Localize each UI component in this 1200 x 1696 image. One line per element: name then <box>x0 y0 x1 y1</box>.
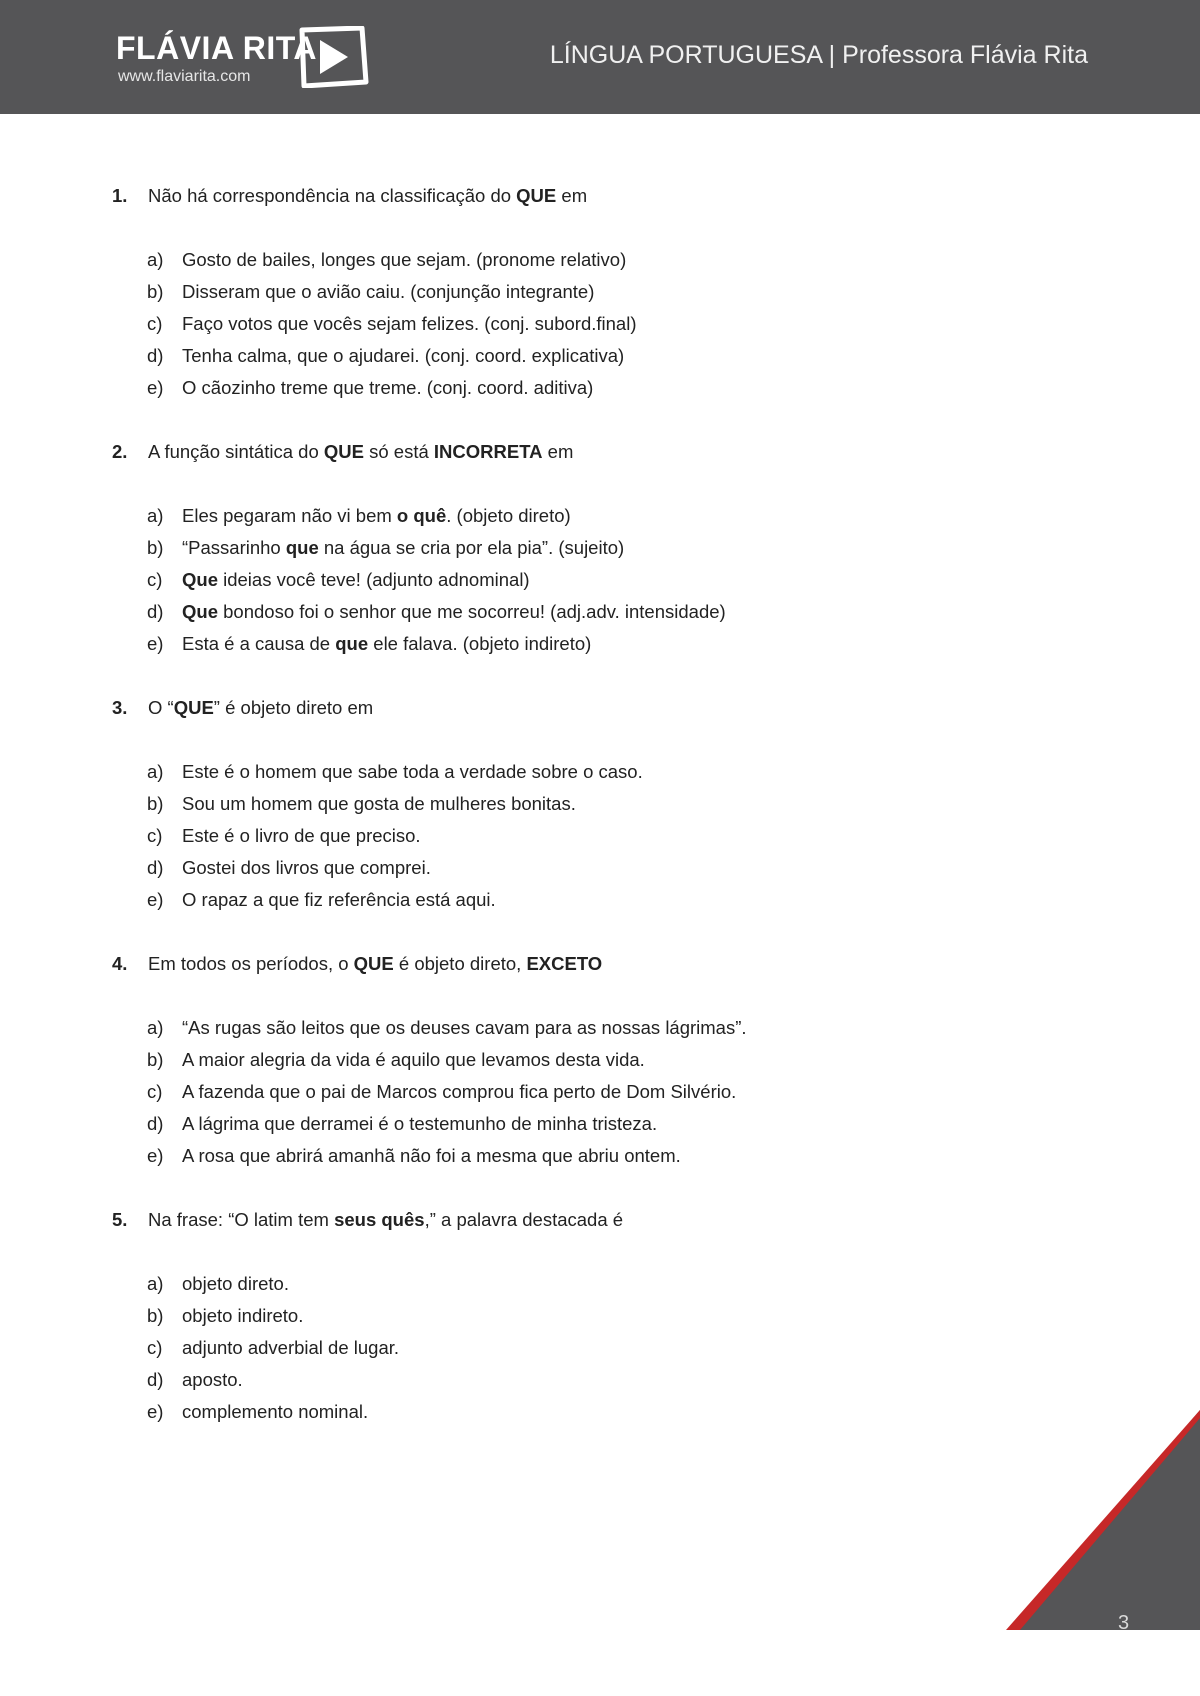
option-text <box>182 1401 368 1422</box>
option-letter: d) <box>147 601 164 622</box>
text-segment: O cãozinho treme que treme. (conj. coord. aditiva) <box>182 377 594 398</box>
answer-option <box>147 1368 243 1392</box>
option-text <box>182 505 571 526</box>
answer-option <box>147 600 726 624</box>
answer-option <box>147 1144 681 1168</box>
text-segment: Este é o livro de que preciso. <box>182 825 421 846</box>
page-header <box>0 0 1200 114</box>
text-segment: Esta é a causa de <box>182 633 336 654</box>
text-segment: é objeto direto, <box>393 953 527 974</box>
header-title: LÍNGUA PORTUGUESA | Professora Flávia Rita <box>549 41 1088 69</box>
option-letter: e) <box>147 889 164 910</box>
question-stem <box>148 441 573 462</box>
text-segment: A lágrima que derramei é o testemunho de minha tristeza. <box>182 1113 658 1134</box>
answer-option <box>147 248 626 272</box>
text-segment: Em todos os períodos, o <box>148 953 354 974</box>
option-text <box>182 1305 303 1326</box>
logo-url: www.flaviarita.com <box>118 68 251 85</box>
emphasis-text: que <box>285 537 319 558</box>
option-letter: b) <box>147 793 164 814</box>
logo-name: FLÁVIA RITA <box>116 30 318 66</box>
question-number: 5. <box>112 1209 128 1230</box>
text-segment: A fazenda que o pai de Marcos comprou fica perto de Dom Silvério. <box>182 1081 737 1102</box>
option-text <box>182 793 576 814</box>
answer-option <box>147 632 591 656</box>
text-segment: ele falava. (objeto indireto) <box>368 633 592 654</box>
answer-option <box>147 504 571 528</box>
answer-option <box>147 1048 645 1072</box>
text-segment: Tenha calma, que o ajudarei. (conj. coord. explicativa) <box>182 345 625 366</box>
option-letter: a) <box>147 761 164 782</box>
text-segment: Sou um homem que gosta de mulheres bonitas. <box>182 793 576 814</box>
option-letter: b) <box>147 281 164 302</box>
option-text <box>182 537 624 558</box>
option-text <box>182 1113 657 1134</box>
question-2 <box>112 440 573 464</box>
answer-option <box>147 792 576 816</box>
question-stem <box>148 1209 623 1230</box>
answer-option <box>147 856 431 880</box>
answer-option <box>147 1080 736 1104</box>
emphasis-text: o quê <box>396 505 447 526</box>
answer-option <box>147 312 637 336</box>
option-letter: c) <box>147 825 163 846</box>
option-text <box>182 313 637 334</box>
text-segment: ” é objeto direto em <box>213 697 374 718</box>
option-letter: a) <box>147 249 164 270</box>
text-segment: ,” a palavra destacada é <box>424 1209 624 1230</box>
emphasis-text: EXCETO <box>526 953 603 974</box>
question-number: 4. <box>112 953 128 974</box>
text-segment: Gosto de bailes, longes que sejam. (pronome relativo) <box>182 249 627 270</box>
option-letter: c) <box>147 313 163 334</box>
option-letter: d) <box>147 345 164 366</box>
option-text <box>182 601 726 622</box>
option-text <box>182 1049 645 1070</box>
option-letter: c) <box>147 1337 163 1358</box>
text-segment: em <box>542 441 574 462</box>
answer-option <box>147 376 593 400</box>
text-segment: objeto direto. <box>182 1273 289 1294</box>
option-text <box>182 1337 399 1358</box>
brand-logo[interactable] <box>116 26 376 90</box>
emphasis-text: Que <box>182 569 218 590</box>
option-text <box>182 345 624 366</box>
text-segment: O “ <box>148 697 174 718</box>
question-number: 1. <box>112 185 128 206</box>
answer-option <box>147 1400 368 1424</box>
text-segment: Não há correspondência na classificação do <box>148 185 517 206</box>
answer-option <box>147 888 496 912</box>
answer-option <box>147 344 624 368</box>
emphasis-text: Que <box>182 601 218 622</box>
corner-decoration <box>1000 1410 1200 1630</box>
option-text <box>182 249 626 270</box>
option-letter: a) <box>147 1017 164 1038</box>
text-segment: . (objeto direto) <box>446 505 571 526</box>
text-segment: Disseram que o avião caiu. (conjunção integrante) <box>182 281 595 302</box>
answer-option <box>147 280 594 304</box>
text-segment: A maior alegria da vida é aquilo que levamos desta vida. <box>182 1049 645 1070</box>
emphasis-text: seus quês <box>334 1209 425 1230</box>
question-1 <box>112 184 587 208</box>
answer-option <box>147 1336 399 1360</box>
option-text <box>182 761 643 782</box>
question-number: 3. <box>112 697 128 718</box>
option-letter: d) <box>147 1113 164 1134</box>
text-segment: objeto indireto. <box>182 1305 304 1326</box>
answer-option <box>147 568 530 592</box>
text-segment: bondoso foi o senhor que me socorreu! (adj.adv. intensidade) <box>217 601 726 622</box>
emphasis-text: QUE <box>516 185 557 206</box>
text-segment: A rosa que abrirá amanhã não foi a mesma que abriu ontem. <box>182 1145 681 1166</box>
answer-option <box>147 536 624 560</box>
text-segment: “Passarinho <box>182 537 286 558</box>
option-letter: e) <box>147 377 164 398</box>
option-letter: a) <box>147 1273 164 1294</box>
option-text <box>182 1017 747 1038</box>
question-5 <box>112 1208 623 1232</box>
option-text <box>182 377 593 398</box>
question-3 <box>112 696 373 720</box>
option-text <box>182 1145 681 1166</box>
text-segment: Na frase: “O latim tem <box>148 1209 335 1230</box>
answer-option <box>147 1016 747 1040</box>
question-number: 2. <box>112 441 128 462</box>
answer-option <box>147 760 643 784</box>
emphasis-text: QUE <box>353 953 394 974</box>
question-stem <box>148 953 602 974</box>
text-segment: só está <box>363 441 434 462</box>
text-segment: Eles pegaram não vi bem <box>182 505 397 526</box>
option-text <box>182 1273 289 1294</box>
answer-option <box>147 1272 289 1296</box>
text-segment: aposto. <box>182 1369 243 1390</box>
option-letter: e) <box>147 1145 164 1166</box>
emphasis-text: que <box>335 633 369 654</box>
option-text <box>182 825 421 846</box>
option-letter: b) <box>147 1049 164 1070</box>
question-stem <box>148 697 373 718</box>
play-icon <box>296 26 370 88</box>
emphasis-text: QUE <box>173 697 214 718</box>
text-segment: A função sintática do <box>148 441 324 462</box>
option-letter: a) <box>147 505 164 526</box>
option-letter: c) <box>147 1081 163 1102</box>
answer-option <box>147 1112 657 1136</box>
option-text <box>182 889 496 910</box>
text-segment: Faço votos que vocês sejam felizes. (conj. subord.final) <box>182 313 637 334</box>
text-segment: em <box>556 185 588 206</box>
option-text <box>182 633 591 654</box>
text-segment: na água se cria por ela pia”. (sujeito) <box>318 537 625 558</box>
option-letter: e) <box>147 1401 164 1422</box>
text-segment: complemento nominal. <box>182 1401 369 1422</box>
answer-option <box>147 1304 303 1328</box>
option-text <box>182 1369 243 1390</box>
option-letter: b) <box>147 537 164 558</box>
question-stem <box>148 185 587 206</box>
option-text <box>182 281 594 302</box>
text-segment: adjunto adverbial de lugar. <box>182 1337 400 1358</box>
text-segment: Este é o homem que sabe toda a verdade sobre o caso. <box>182 761 643 782</box>
text-segment: O rapaz a que fiz referência está aqui. <box>182 889 496 910</box>
page-number: 3 <box>1118 1612 1130 1634</box>
answer-option <box>147 824 421 848</box>
option-letter: d) <box>147 1369 164 1390</box>
option-letter: c) <box>147 569 163 590</box>
emphasis-text: QUE <box>323 441 364 462</box>
option-letter: e) <box>147 633 164 654</box>
text-segment: Gostei dos livros que comprei. <box>182 857 431 878</box>
option-text <box>182 857 431 878</box>
question-4 <box>112 952 602 976</box>
option-text <box>182 569 530 590</box>
emphasis-text: INCORRETA <box>433 441 543 462</box>
option-letter: d) <box>147 857 164 878</box>
option-text <box>182 1081 736 1102</box>
option-letter: b) <box>147 1305 164 1326</box>
text-segment: ideias você teve! (adjunto adnominal) <box>217 569 530 590</box>
text-segment: “As rugas são leitos que os deuses cavam para as nossas lágrimas”. <box>182 1017 747 1038</box>
